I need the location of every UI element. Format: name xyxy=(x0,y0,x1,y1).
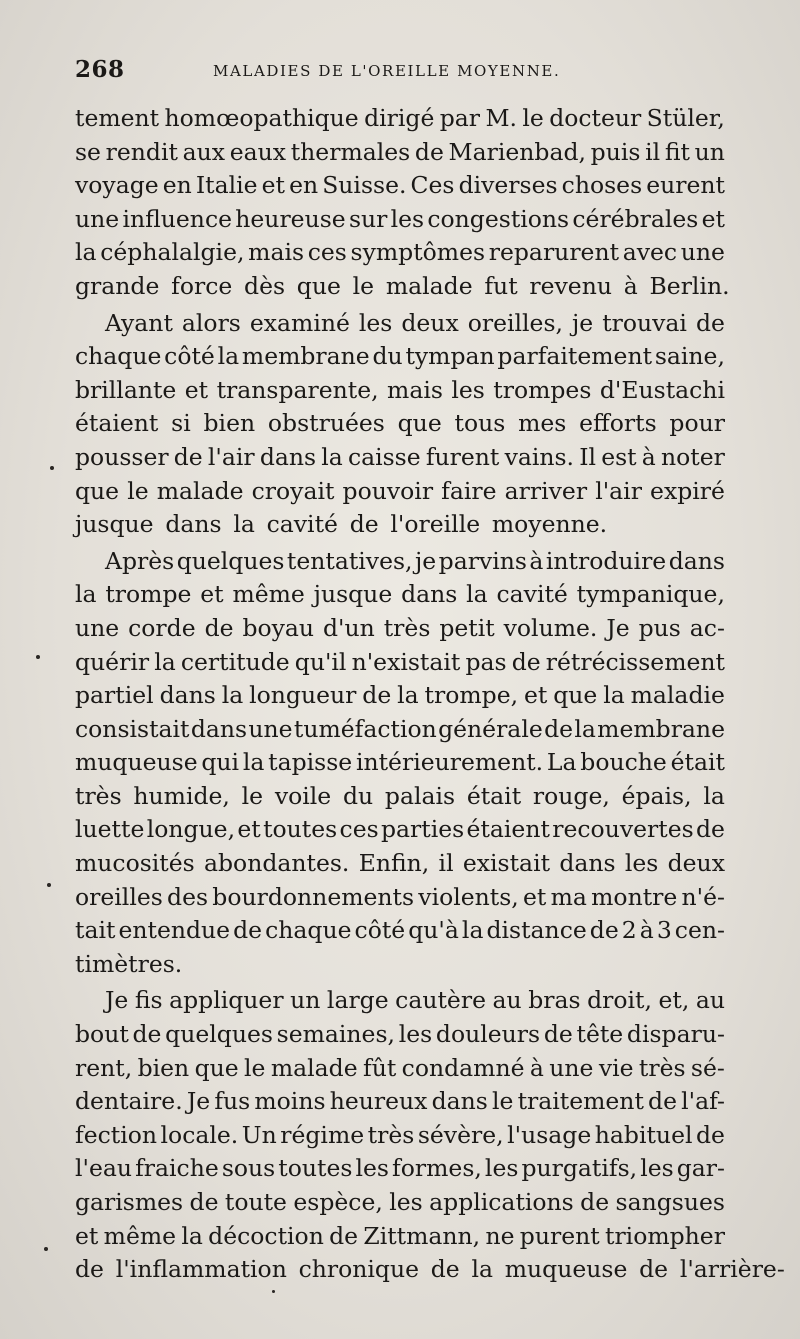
text-line: partiel dans la longueur de la trompe, et que la maladie xyxy=(75,681,725,710)
ink-speck xyxy=(47,883,51,887)
text-line: mucosités abondantes. Enfin, il existait dans les deux xyxy=(75,849,725,878)
text-line: dentaire. Je fus moins heureux dans le traitement de l'af- xyxy=(75,1087,725,1116)
text-line: que le malade croyait pouvoir faire arriver l'air expiré xyxy=(75,476,725,505)
page-number: 268 xyxy=(75,56,125,83)
text-line: chaque côté la membrane du tympan parfaitement saine, xyxy=(75,342,725,371)
ink-speck xyxy=(44,1247,48,1251)
paragraph xyxy=(75,307,725,542)
ink-speck xyxy=(272,1290,275,1293)
paragraph xyxy=(75,984,785,1286)
text-line: tement homœopathique dirigé par M. le docteur Stüler, xyxy=(75,104,725,132)
text-line: Ayant alors examiné les deux oreilles, je trouvai de xyxy=(105,308,725,337)
text-line: une influence heureuse sur les congestions cérébrales et xyxy=(75,204,725,233)
text-line: luette longue, et toutes ces parties étaient recouvertes de xyxy=(75,815,725,844)
text-line: bout de quelques semaines, les douleurs de tête disparu- xyxy=(75,1020,725,1049)
text-line: rent, bien que le malade fût condamné à une vie très sé- xyxy=(75,1053,725,1082)
text-line: consistait dans une tuméfaction générale de la membrane xyxy=(75,714,725,743)
text-line: voyage en Italie et en Suisse. Ces diverses choses eurent xyxy=(75,171,725,200)
text-line: de l'inflammation chronique de la muqueuse de l'arrière- xyxy=(75,1255,785,1284)
text-line: et même la décoction de Zittmann, ne purent triompher xyxy=(75,1221,725,1250)
text-line: brillante et transparente, mais les trompes d'Eustachi xyxy=(75,375,725,404)
paragraph xyxy=(75,545,725,982)
text-line: Après quelques tentatives, je parvins à introduire dans xyxy=(105,546,725,575)
text-line: grande force dès que le malade fut revenu à Berlin. xyxy=(75,271,730,300)
text-line: jusque dans la cavité de l'oreille moyenne. xyxy=(75,510,608,539)
paragraph xyxy=(75,102,730,304)
text-line: fection locale. Un régime très sévère, l'usage habituel de xyxy=(75,1120,725,1149)
running-head xyxy=(75,56,735,90)
text-line: tait entendue de chaque côté qu'à la distance de 2 à 3 cen- xyxy=(75,916,725,945)
text-line: la trompe et même jusque dans la cavité tympanique, xyxy=(75,580,725,609)
text-line: pousser de l'air dans la caisse furent vains. Il est à noter xyxy=(75,442,725,471)
text-line: étaient si bien obstruées que tous mes efforts pour xyxy=(75,409,725,438)
text-line: une corde de boyau d'un très petit volume. Je pus ac- xyxy=(75,613,725,642)
text-line: timètres. xyxy=(75,949,183,978)
text-line: la céphalalgie, mais ces symptômes reparurent avec une xyxy=(75,238,725,267)
text-line: Je fis appliquer un large cautère au bras droit, et, au xyxy=(105,986,725,1015)
text-line: très humide, le voile du palais était rouge, épais, la xyxy=(75,781,725,810)
text-line: oreilles des bourdonnements violents, et ma montre n'é- xyxy=(75,882,725,911)
text-line: muqueuse qui la tapisse intérieurement. La bouche était xyxy=(75,748,725,777)
text-line: se rendit aux eaux thermales de Marienbad, puis il fit un xyxy=(75,137,725,166)
text-line: l'eau fraiche sous toutes les formes, les purgatifs, les gar- xyxy=(75,1154,725,1183)
running-title: MALADIES DE L'OREILLE MOYENNE. xyxy=(213,62,561,80)
text-line: quérir la certitude qu'il n'existait pas de rétrécissement xyxy=(75,647,725,676)
text-line: garismes de toute espèce, les applications de sangsues xyxy=(75,1188,725,1216)
body-text xyxy=(75,102,785,1290)
ink-speck xyxy=(36,655,40,659)
ink-speck xyxy=(50,466,54,470)
